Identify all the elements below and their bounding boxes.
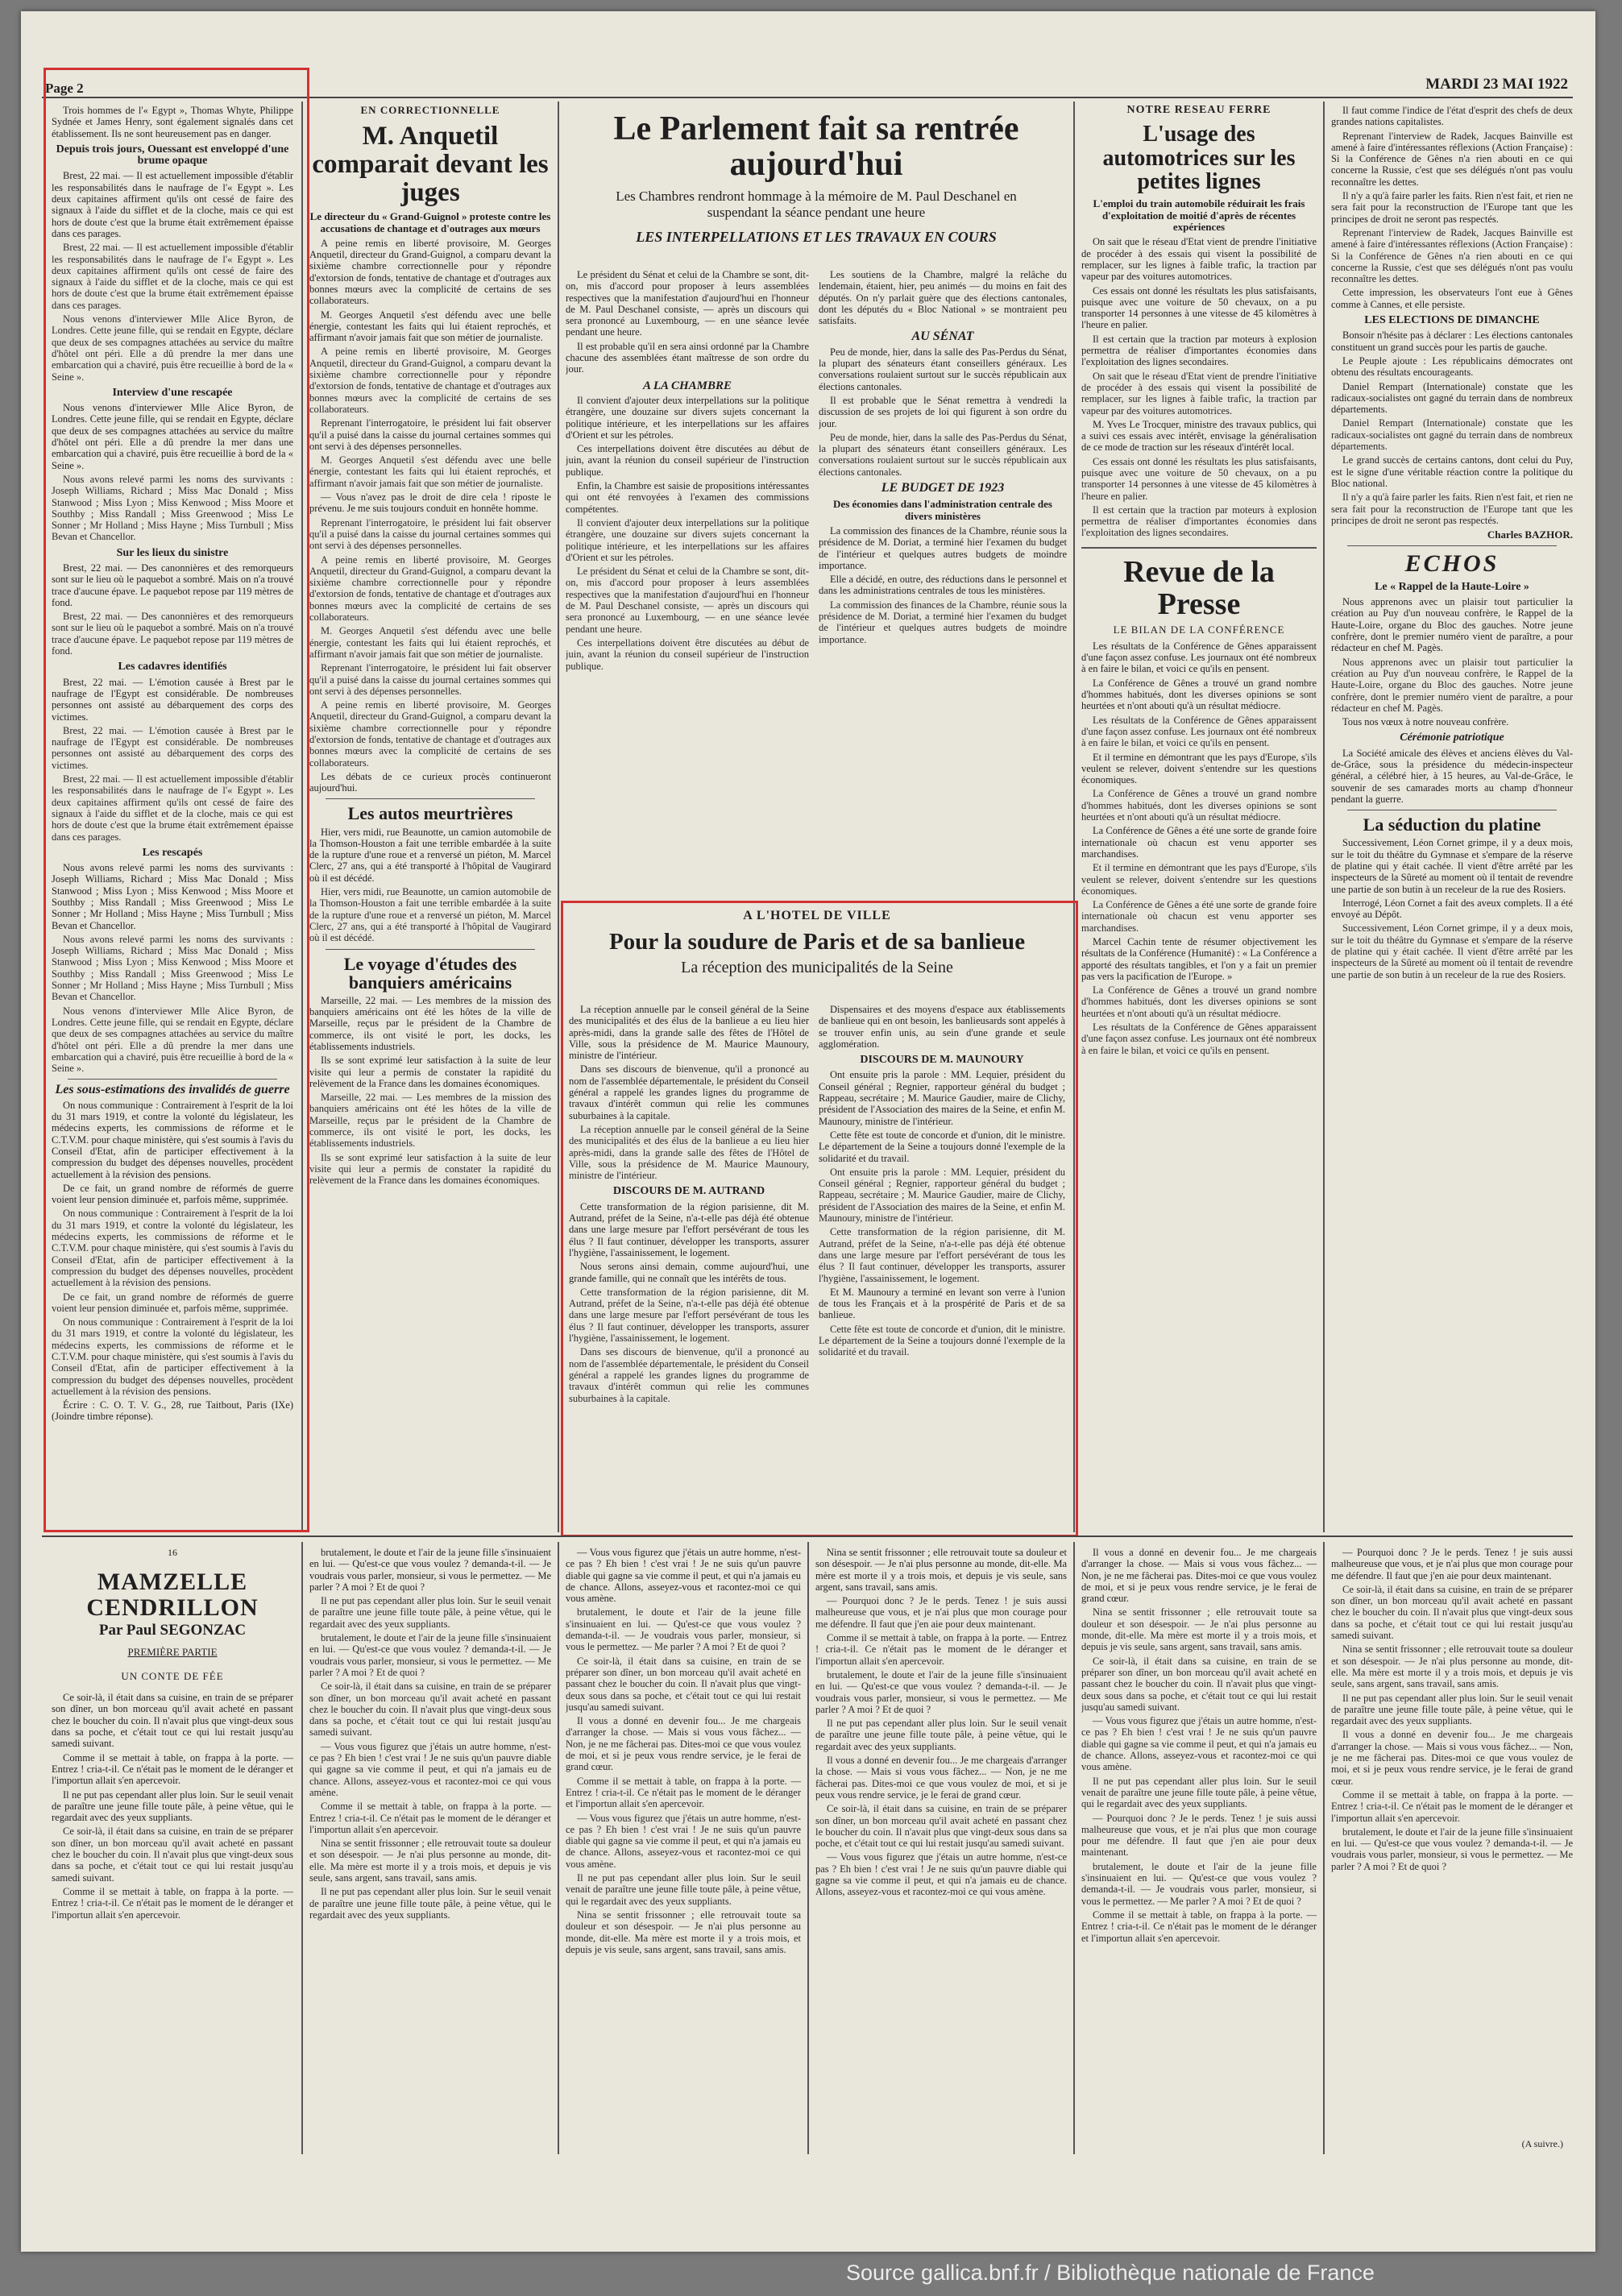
- feuilleton-para: Comme il se mettait à table, on frappa à la porte. — Entrez ! cria-t-il. Ce n'était pas le moment de le déranger et l'importun allait s'en apercevoir.: [52, 1751, 293, 1787]
- col5-para: Il n'y a qu'à faire parler les faits. Rien n'est fait, et rien ne sera fait pour la reconstruction de l'Europe tant que les principes de droit ne seront pas respectés.: [1331, 190, 1573, 225]
- feuilleton-para: — Vous vous figurez que j'étais un autre homme, n'est-ce pas ? Eh bien ! c'est vrai ! Je ne suis qu'un pauvre diable qui gagne sa vie comme il peut, et qui n'a jamais eu de chance. Allons, asseyez-vous et racontez-moi ce qui vous amène.: [566, 1547, 801, 1605]
- feuilleton-para: — Pourquoi donc ? Je le perds. Tenez ! je suis aussi malheureuse que vous, et je n'ai plus que mon courage pour me défendre. Il faut que j'en aie pour deux maintenant.: [815, 1595, 1067, 1630]
- feuilleton-para: — Vous vous figurez que j'étais un autre homme, n'est-ce pas ? Eh bien ! c'est vrai ! Je ne suis qu'un pauvre diable qui gagne sa vie comme il peut, et qui n'a jamais eu de chance. Allons, asseyez-vous et racontez-moi ce qui vous amène.: [566, 1812, 801, 1870]
- col5-para: Interrogé, Léon Cornet a fait des aveux complets. Il a été envoyé au Dépôt.: [1331, 897, 1573, 921]
- feuilleton-para: Il vous a donné en devenir fou... Je me chargeais d'arranger la chose. — Mais si vous vous fâchez... — Non, je ne me fâcherai pas. Dites-moi ce que vous voulez de moi, et si je peux vous rendre service, je le ferai de grand cœur.: [1081, 1547, 1317, 1605]
- column-rule: [1323, 102, 1325, 1532]
- col3-para: Il est probable qu'il en sera ainsi ordonné par la Chambre chacune des assemblées étant maîtresse de son ordre du jour.: [566, 340, 809, 375]
- feuilleton-para: — Pourquoi donc ? Je le perds. Tenez ! je suis aussi malheureuse que vous, et je n'ai plus que mon courage pour me défendre. Il faut que j'en aie pour deux maintenant.: [1331, 1547, 1573, 1581]
- col4-para: Ces essais ont donné les résultats les plus satisfaisants, puisque avec une voiture de 50 chevaux, on a pu transporter 14 personnes à une vitesse de 45 kilomètres à l'heure en palier.: [1081, 284, 1317, 331]
- col2-para: M. Georges Anquetil s'est défendu avec une belle énergie, contestant les faits qui lui étaient reprochés, et affirmant n'avoir jamais fait que son métier de journaliste.: [309, 309, 551, 344]
- column-rule: [301, 1542, 303, 2154]
- col1-para: On nous communique : Contrairement à l'esprit de la loi du 31 mars 1919, et contre la volonté du législateur, les médecins experts, les commissions de réforme et le C.T.V.M. pour chaque ministère, qui s'est soumis à l'avis du Conseil d'Etat, afin de participer effectivement à la compression du budget des dépenses nouvelles, procèdent actuellement à la révision des pensions.: [52, 1208, 293, 1289]
- feuilleton-para: Il vous a donné en devenir fou... Je me chargeais d'arranger la chose. — Mais si vous vous fâchez... — Non, je ne me fâcherai pas. Dites-moi ce que vous voulez de moi, et si je peux vous rendre service, je le ferai de grand cœur.: [1331, 1729, 1573, 1787]
- col5-para: Successivement, Léon Cornet grimpe, il y a deux mois, sur le toit du théâtre du Gymnase et s'empare de la réserve de platine qui y était cachée. Il vient d'être arrêté par les inspecteurs de la Sûreté au moment où il tentait de revendre une partie de son butin à un receleur de la rue des Rosiers.: [1331, 837, 1573, 895]
- hotel-para: Ont ensuite pris la parole : MM. Lequier, président du Conseil général ; Regnier, rapporteur général du budget ; Rappeau, secrétaire ; M. Maurice Gaudier, maire de Clichy, président de l'Association des maires de la Seine, et enfin M. Maunoury, ministre de l'intérieur.: [819, 1166, 1065, 1225]
- column-rule: [558, 1542, 559, 2154]
- col3-para: Enfin, la Chambre est saisie de propositions intéressantes qui ont été renvoyées à l'examen des commissions compétentes.: [566, 480, 809, 515]
- col2-para: Hier, vers midi, rue Beaunotte, un camion automobile de la Thomson-Houston a fait une terrible embardée à la suite de la rupture d'une roue et a renversé un piéton, M. Marcel Clerc, 27 ans, qui a été transporté à l'hôpital de Vaugirard où il est décédé.: [309, 826, 551, 884]
- column-5: [1331, 105, 1573, 1526]
- hotel-para: Cette transformation de la région parisienne, dit M. Autrand, préfet de la Seine, n'a-t-elle pas déjà été obtenue dans une large mesure par l'effort persévérant de tous les élus ? Il faut continuer, développer les transports, assurer l'hygiène, l'assainissement, le logement.: [569, 1200, 809, 1258]
- hotel-para: Ont ensuite pris la parole : MM. Lequier, président du Conseil général ; Regnier, rapporteur général du budget ; Rappeau, secrétaire ; M. Maurice Gaudier, maire de Clichy, président de l'Association des maires de la Seine, et enfin M. Maunoury, ministre de l'intérieur.: [819, 1069, 1065, 1127]
- col4-para: On sait que le réseau d'Etat vient de prendre l'initiative de procéder à des essais qui visent la possibilité de remplacer, sur les lignes à faible trafic, la traction par vapeur par des voitures automotrices.: [1081, 236, 1317, 283]
- feuilleton-para: brutalement, le doute et l'air de la jeune fille s'insinuaient en lui. — Qu'est-ce que vous voulez ? demanda-t-il. — Je voudrais vous parler, monsieur, si vous le permettez. — Me parler ? A moi ? Et de quoi ?: [815, 1668, 1067, 1715]
- col1-heading-rescapes: Les rescapés: [142, 846, 203, 859]
- col3-para: Ces interpellations doivent être discutées au début de juin, avant la réunion du conseil supérieur de l'instruction publique.: [566, 636, 809, 672]
- col1-lead: Trois hommes de l'« Egypt », Thomas Whyte, Philippe Sydnée et James Henry, sont également signalés dans cet établissement. Ils ne sont heureusement pas en danger.: [52, 105, 293, 139]
- col2-para: — Vous n'avez pas le droit de dire cela ! riposte le prévenu. Je me suis toujours conduit en honnête homme.: [309, 491, 551, 515]
- col1-heading-cadavres: Les cadavres identifiés: [118, 661, 227, 673]
- hotel-para: Dans ses discours de bienvenue, qu'il a prononcé au nom de l'assemblée départementale, le président du Conseil général a rappelé les grandes lignes du programme de travaux d'intérêt commun qui relie les communes suburbaines à la capitale.: [569, 1346, 809, 1404]
- feuilleton-para: — Vous vous figurez que j'étais un autre homme, n'est-ce pas ? Eh bien ! c'est vrai ! Je ne suis qu'un pauvre diable qui gagne sa vie comme il peut, et qui n'a jamais eu de chance. Allons, asseyez-vous et racontez-moi ce qui vous amène.: [1081, 1715, 1317, 1773]
- col2-para: Marseille, 22 mai. — Les membres de la mission des banquiers américains ont été les hôtes de la ville de Marseille, reçus par le président de la Chambre de commerce, ils ont visité le port, les docks, les établissements industriels.: [309, 994, 551, 1052]
- col5-para: Successivement, Léon Cornet grimpe, il y a deux mois, sur le toit du théâtre du Gymnase et s'empare de la réserve de platine qui y était cachée. Il vient d'être arrêté par les inspecteurs de la Sûreté au moment où il tentait de revendre une partie de son butin à un receleur de la rue des Rosiers.: [1331, 922, 1573, 980]
- hotel-kicker: A L'HOTEL DE VILLE: [743, 909, 891, 922]
- hotel-subtitle: La réception des municipalités de la Seine: [681, 959, 953, 977]
- feuilleton-col-4: [815, 1547, 1067, 2151]
- col5-para: Reprenant l'interview de Radek, Jacques Bainville est amené à faire d'intéressantes réflexions (Action Française) : Si la Conférence de Gênes n'a rien abouti en ce qui concerne la Russie, c'est que ses délégués n'ont pas voulu reconnaître les dettes.: [1331, 226, 1573, 285]
- col5-para: Nous apprenons avec un plaisir tout particulier la création au Puy d'un nouveau confrère, le Rappel de la Haute-Loire, organe du Bloc des gauches. Notre jeune confrère, dont le premier numéro vient de paraître, a pour rédacteur en chef M. Pagès.: [1331, 656, 1573, 714]
- feuilleton-para: Il ne put pas cependant aller plus loin. Sur le seuil venait de paraître une jeune fille toute pâle, à peine vêtue, qui le regardait avec des yeux suppliants.: [1081, 1775, 1317, 1810]
- feuilleton-para: Il ne put pas cependant aller plus loin. Sur le seuil venait de paraître une jeune fille toute pâle, à peine vêtue, qui le regardait avec des yeux suppliants.: [309, 1595, 551, 1630]
- feuilleton-para: Ce soir-là, il était dans sa cuisine, en train de se préparer son dîner, un bon morceau qu'il avait acheté en passant chez le boucher du coin. Il n'avait plus que vingt-deux sous dans sa poche, et c'était tout ce qui lui restait jusqu'au samedi suivant.: [52, 1826, 293, 1884]
- feuilleton-col-6: [1331, 1547, 1573, 2151]
- col2-para: Hier, vers midi, rue Beaunotte, un camion automobile de la Thomson-Houston a fait une terrible embardée à la suite de la rupture d'une roue et a renversé un piéton, M. Marcel Clerc, 27 ans, qui a été transporté à l'hôpital de Vaugirard où il est décédé.: [309, 886, 551, 944]
- col4-para: Les résultats de la Conférence de Gênes apparaissent d'une façon assez confuse. Les journaux ont été nombreux à en faire le bilan, et voici ce qu'ils en pensent.: [1081, 714, 1317, 749]
- col5-para: Il faut comme l'indice de l'état d'esprit des chefs de deux grandes nations capitalistes.: [1331, 105, 1573, 128]
- col1-para: Nous venons d'interviewer Mlle Alice Byron, de Londres. Cette jeune fille, qui se rendait en Egypte, déclare que deux de ses compagnes attachées au service du maître d'hôtel ont péri. Elle a dû prendre la mer dans une embarcation qui a chaviré, puis être recueillie à bord de la « Seine ».: [52, 1005, 293, 1075]
- col2-para: Reprenant l'interrogatoire, le président lui fait observer qu'il a puisé dans la caisse du journal certaines sommes qui ont servi à des dépenses personnelles.: [309, 516, 551, 552]
- feuilleton-para: brutalement, le doute et l'air de la jeune fille s'insinuaient en lui. — Qu'est-ce que vous voulez ? demanda-t-il. — Je voudrais vous parler, monsieur, si vous le permettez. — Me parler ? A moi ? Et de quoi ?: [1331, 1826, 1573, 1872]
- col3-para: Le président du Sénat et celui de la Chambre se sont, dit-on, mis d'accord pour proposer à leurs assemblées respectives que la manifestation d'aujourd'hui en l'honneur de M. Paul Deschanel consiste, — après un discours qui sera prononcé au Luxembourg, — en une séance levée pendant une heure.: [566, 269, 809, 338]
- col3-para: Peu de monde, hier, dans la salle des Pas-Perdus du Sénat, la plupart des sénateurs étant conseillers généraux. Les conversations roulaient surtout sur le succès républicain aux élections cantonales.: [819, 346, 1067, 392]
- col4-para: Marcel Cachin tente de résumer objectivement les résultats de la Conférence (Humanité) : « La Conférence a apporté des résultats tangibles, et l'on y a fait un premier pas vers la pacification de l'Europe. »: [1081, 935, 1317, 982]
- col1-para: Nous avons relevé parmi les noms des survivants : Joseph Williams, Richard ; Miss Mac Donald ; Miss Stanwood ; Miss Lyon ; Miss Kenwood ; Miss Moore et Southby ; Miss Randall ; Miss Greenwood ; Miss Le Sonner ; Mr Holland ; Miss Hayne ; Miss Turnbull ; Miss Bevan et Chancellor.: [52, 473, 293, 543]
- col3-heading-senat: AU SÉNAT: [911, 329, 974, 344]
- feuilleton-para: — Pourquoi donc ? Je le perds. Tenez ! je suis aussi malheureuse que vous, et je n'ai plus que mon courage pour me défendre. Il faut que j'en aie pour deux maintenant.: [1081, 1812, 1317, 1859]
- col1-para: De ce fait, un grand nombre de réformés de guerre voient leur pension diminuée et, parfois même, supprimée.: [52, 1291, 293, 1314]
- feuilleton-para: Comme il se mettait à table, on frappa à la porte. — Entrez ! cria-t-il. Ce n'était pas le moment de le déranger et l'importun allait s'en apercevoir.: [1331, 1788, 1573, 1824]
- feuilleton-para: Il ne put pas cependant aller plus loin. Sur le seuil venait de paraître une jeune fille toute pâle, à peine vêtue, qui le regardait avec des yeux suppliants.: [309, 1886, 551, 1921]
- col1-para: Nous venons d'interviewer Mlle Alice Byron, de Londres. Cette jeune fille, qui se rendait en Egypte, déclare que deux de ses compagnes attachées au service du maître d'hôtel ont péri. Elle a dû prendre la mer dans une embarcation qui a chaviré, puis être recueillie à bord de la « Seine ».: [52, 402, 293, 471]
- col3-heading-budget: LE BUDGET DE 1923: [881, 481, 1005, 495]
- col5-para: La Société amicale des élèves et anciens élèves du Val-de-Grâce, sous la présidence du médecin-inspecteur général, a célébré hier, à 15 heures, au Val-de-Grâce, le souvenir de ses camarades morts au champ d'honneur pendant la guerre.: [1331, 747, 1573, 805]
- feuilleton-para: brutalement, le doute et l'air de la jeune fille s'insinuaient en lui. — Qu'est-ce que vous voulez ? demanda-t-il. — Je voudrais vous parler, monsieur, si vous le permettez. — Me parler ? A moi ? Et de quoi ?: [309, 1632, 551, 1678]
- col1-heading-lieux: Sur les lieux du sinistre: [116, 546, 229, 559]
- col3-subheading-budget: Des économies dans l'administration centrale des divers ministères: [833, 498, 1052, 522]
- col4-para: Et il termine en démontrant que les pays d'Europe, s'ils veulent se relever, doivent s'entendre sur les questions économiques.: [1081, 751, 1317, 786]
- hotel-para: Cette transformation de la région parisienne, dit M. Autrand, préfet de la Seine, n'a-t-elle pas déjà été obtenue dans une large mesure par l'effort persévérant de tous les élus ? Il faut continuer, développer les transports, assurer l'hygiène, l'assainissement, le logement.: [819, 1226, 1065, 1284]
- col3-para: Il convient d'ajouter deux interpellations sur la politique étrangère, une douzaine sur divers sujets concernant la politique intérieure, et les interpellations sur les affaires d'Orient et sur les pétroles.: [566, 394, 809, 441]
- separator: [326, 798, 535, 799]
- column-rule: [807, 1542, 809, 2154]
- col4-para: M. Yves Le Trocquer, ministre des travaux publics, qui a suivi ces essais avec intérêt, envisage la généralisation de ce mode de traction sur les réseaux d'intérêt local.: [1081, 418, 1317, 454]
- col3-para: La commission des finances de la Chambre, réunie sous la présidence de M. Doriat, a terminé hier l'examen du budget de l'intérieur et quelques autres budgets de moindre importance.: [819, 524, 1067, 571]
- source-credit: Source gallica.bnf.fr / Bibliothèque nationale de France: [846, 2261, 1375, 2285]
- feuilleton-continued: (A suivre.): [1521, 2138, 1563, 2149]
- feuilleton-para: Nina se sentit frissonner ; elle retrouvait toute sa douleur et son désespoir. — Je n'ai plus personne au monde, dit-elle. Ma mère est morte il y a trois mois, et depuis je vis seule, sans argent, sans travail, sans amis.: [1331, 1643, 1573, 1690]
- col1-para: De ce fait, un grand nombre de réformés de guerre voient leur pension diminuée et, parfois même, supprimée.: [52, 1182, 293, 1206]
- feuilleton-para: Comme il se mettait à table, on frappa à la porte. — Entrez ! cria-t-il. Ce n'était pas le moment de le déranger et l'importun allait s'en apercevoir.: [1081, 1908, 1317, 1944]
- col4-para: La Conférence de Gênes a été une sorte de grande foire internationale où chacun est venu apporter ses marchandises.: [1081, 825, 1317, 860]
- col4-para: La Conférence de Gênes a trouvé un grand nombre d'hommes habitués, dont les diverses opinions se sont heurtées et n'ont abouti qu'à un résultat médiocre.: [1081, 984, 1317, 1019]
- feuilleton-para: Comme il se mettait à table, on frappa à la porte. — Entrez ! cria-t-il. Ce n'était pas le moment de le déranger et l'importun allait s'en apercevoir.: [815, 1632, 1067, 1667]
- col4-para: La Conférence de Gênes a trouvé un grand nombre d'hommes habitués, dont les diverses opinions se sont heurtées et n'ont abouti qu'à un résultat médiocre.: [1081, 788, 1317, 823]
- col5-signature: Charles BAZHOR.: [1487, 528, 1573, 541]
- col1-para: Nous avons relevé parmi les noms des survivants : Joseph Williams, Richard ; Miss Mac Donald ; Miss Stanwood ; Miss Lyon ; Miss Kenwood ; Miss Moore et Southby ; Miss Randall ; Miss Greenwood ; Miss Le Sonner ; Mr Holland ; Miss Hayne ; Miss Turnbull ; Miss Bevan et Chancellor.: [52, 933, 293, 1003]
- hotel-title: Pour la soudure de Paris et de sa banlieue: [608, 929, 1026, 955]
- revue-title: Revue de la Presse: [1123, 554, 1275, 621]
- col2-para: M. Georges Anquetil s'est défendu avec une belle énergie, contestant les faits qui lui étaient reprochés, et affirmant n'avoir jamais fait que son métier de journaliste.: [309, 625, 551, 660]
- col2-title: M. Anquetil comparait devant les juges: [312, 122, 549, 207]
- hotel-heading-autrand: DISCOURS DE M. AUTRAND: [612, 1185, 765, 1198]
- hotel-head: [569, 909, 1065, 977]
- column-1: [52, 105, 293, 1526]
- col5-para: Reprenant l'interview de Radek, Jacques Bainville est amené à faire d'intéressantes réflexions (Action Française) : Si la Conférence de Gênes n'a rien abouti en ce qui concerne la Russie, c'est que ses délégués n'ont pas voulu reconnaître les dettes.: [1331, 130, 1573, 188]
- col5-para: Cette impression, les observateurs l'ont eue à Gênes comme à Cannes, et elle persiste.: [1331, 287, 1573, 310]
- feuilleton-col-2: [309, 1547, 551, 2151]
- newspaper-page: [21, 11, 1595, 2252]
- parlement-head: [566, 108, 1067, 249]
- feuilleton-para: Comme il se mettait à table, on frappa à la porte. — Entrez ! cria-t-il. Ce n'était pas le moment de le déranger et l'importun allait s'en apercevoir.: [566, 1775, 801, 1810]
- feuilleton-para: brutalement, le doute et l'air de la jeune fille s'insinuaient en lui. — Qu'est-ce que vous voulez ? demanda-t-il. — Je voudrais vous parler, monsieur, si vous le permettez. — Me parler ? A moi ? Et de quoi ?: [309, 1547, 551, 1593]
- col2-para: A peine remis en liberté provisoire, M. Georges Anquetil, directeur du Grand-Guignol, a comparu devant la sixième chambre correctionnelle pour y répondre d'extorsion de fonds, tentative de chantage et d'outrages aux bonnes mœurs avec la complicité de certains de ses collaborateurs.: [309, 699, 551, 769]
- column-rule: [1073, 1542, 1075, 2154]
- col2-para: Les débats de ce curieux procès continueront aujourd'hui.: [309, 770, 551, 794]
- hotel-column-b: [819, 1004, 1065, 1524]
- feuilleton-para: — Vous vous figurez que j'étais un autre homme, n'est-ce pas ? Eh bien ! c'est vrai ! Je ne suis qu'un pauvre diable qui gagne sa vie comme il peut, et qui n'a jamais eu de chance. Allons, asseyez-vous et racontez-moi ce qui vous amène.: [309, 1740, 551, 1798]
- feuilleton-para: Nina se sentit frissonner ; elle retrouvait toute sa douleur et son désespoir. — Je n'ai plus personne au monde, dit-elle. Ma mère est morte il y a trois mois, et depuis je vis seule, sans argent, sans travail, sans amis.: [815, 1547, 1067, 1593]
- feuilleton-col-3: [566, 1547, 801, 2151]
- separator: [1081, 547, 1317, 549]
- hotel-heading-maunoury: DISCOURS DE M. MAUNOURY: [860, 1054, 1024, 1067]
- col4-title: L'usage des automotrices sur les petites lignes: [1102, 122, 1296, 195]
- col4-para: Il est certain que la traction par moteurs à explosion permettra de réaliser d'importantes économies dans l'exploitation des lignes secondaires.: [1081, 504, 1317, 539]
- hotel-para: Dispensaires et des moyens d'espace aux établissements de banlieue qui en ont besoin, les banlieusards sont appelés à se trouver enfin unis, au sein d'une grande et seule agglomération.: [819, 1004, 1065, 1050]
- hotel-para: Cette transformation de la région parisienne, dit M. Autrand, préfet de la Seine, n'a-t-elle pas déjà été obtenue dans une large mesure par l'effort persévérant de tous les élus ? Il faut continuer, développer les transports, assurer l'hygiène, l'assainissement, le logement.: [569, 1286, 809, 1345]
- col1-para: Brest, 22 mai. — Il est actuellement impossible d'établir les responsabilités dans le naufrage de l'« Egypt ». Les deux capitaines affirment qu'ils ont cessé de faire des signaux à l'aide du sifflet et de la cloche, mais ce qui est hors de doute c'est que la brume était extrêmement épaisse dans ces parages.: [52, 773, 293, 843]
- feuilleton-rule: [42, 1536, 1573, 1537]
- feuilleton-para: Ce soir-là, il était dans sa cuisine, en train de se préparer son dîner, un bon morceau qu'il avait acheté en passant chez le boucher du coin. Il n'avait plus que vingt-deux sous dans sa poche, et c'était tout ce qui lui restait jusqu'au samedi suivant.: [309, 1681, 551, 1739]
- feuilleton-para: Comme il se mettait à table, on frappa à la porte. — Entrez ! cria-t-il. Ce n'était pas le moment de le déranger et l'importun allait s'en apercevoir.: [309, 1801, 551, 1835]
- parlement-title: Le Parlement fait sa rentrée aujourd'hui: [613, 110, 1019, 184]
- col1-para: Brest, 22 mai. — Il est actuellement impossible d'établir les responsabilités dans le naufrage de l'« Egypt ». Les deux capitaines affirment qu'ils ont cessé de faire des signaux à l'aide du sifflet et de la cloche, mais ce qui est hors de doute c'est que la brume était extrêmement épaisse dans ces parages.: [52, 170, 293, 239]
- feuilleton-para: Il ne put pas cependant aller plus loin. Sur le seuil venait de paraître une jeune fille toute pâle, à peine vêtue, qui le regardait avec des yeux suppliants.: [1331, 1692, 1573, 1727]
- col2-para: A peine remis en liberté provisoire, M. Georges Anquetil, directeur du Grand-Guignol, a comparu devant la sixième chambre correctionnelle pour y répondre d'extorsion de fonds, tentative de chantage et d'outrages aux bonnes mœurs avec la complicité de certains de ses collaborateurs.: [309, 553, 551, 624]
- feuilleton-para: Il ne put pas cependant aller plus loin. Sur le seuil venait de paraître une jeune fille toute pâle, à peine vêtue, qui le regardait avec des yeux suppliants.: [815, 1718, 1067, 1752]
- col3-para: Il convient d'ajouter deux interpellations sur la politique étrangère, une douzaine sur divers sujets concernant la politique intérieure, et les interpellations sur les affaires d'Orient et sur les pétroles.: [566, 516, 809, 563]
- hotel-para: Cette fête est toute de concorde et d'union, dit le ministre. Le département de la Seine a toujours donné l'exemple de la solidarité et du travail.: [819, 1129, 1065, 1164]
- col2-para: Marseille, 22 mai. — Les membres de la mission des banquiers américains ont été les hôtes de la ville de Marseille, reçus par le président de la Chambre de commerce, ils ont visité le port, les docks, les établissements industriels.: [309, 1092, 551, 1150]
- col1-para: Brest, 22 mai. — L'émotion causée à Brest par le naufrage de l'Egypt est considérable. De nombreuses personnes ont assisté au débarquement des corps des victimes.: [52, 676, 293, 723]
- col2-para: A peine remis en liberté provisoire, M. Georges Anquetil, directeur du Grand-Guignol, a comparu devant la sixième chambre correctionnelle pour y répondre d'extorsion de fonds, tentative de chantage et d'outrages aux bonnes mœurs avec la complicité de certains de ses collaborateurs.: [309, 346, 551, 415]
- col1-para: Brest, 22 mai. — Il est actuellement impossible d'établir les responsabilités dans le naufrage de l'« Egypt ». Les deux capitaines affirment qu'ils ont cessé de faire des signaux à l'aide du sifflet et de la cloche, mais ce qui est hors de doute c'est que la brume était extrêmement épaisse dans ces parages.: [52, 242, 293, 311]
- feuilleton-title: MAMZELLE CENDRILLON: [86, 1569, 259, 1621]
- col5-para: Daniel Rempart (Internationale) constate que les radicaux-socialistes ont gagné du terrain dans de nombreux départements.: [1331, 380, 1573, 416]
- feuilleton-para: Nina se sentit frissonner ; elle retrouvait toute sa douleur et son désespoir. — Je n'ai plus personne au monde, dit-elle. Ma mère est morte il y a trois mois, et depuis je vis seule, sans argent, sans travail, sans amis.: [1081, 1606, 1317, 1653]
- col1-para: Brest, 22 mai. — Des canonnières et des remorqueurs sont sur le lieu où le paquebot a sombré. Mais on n'a trouvé trace d'aucune épave. Le paquebot repose par 119 mètres de fond.: [52, 562, 293, 608]
- col1-address: Écrire : C. O. T. V. G., 28, rue Taitbout, Paris (IXe) (Joindre timbre réponse).: [52, 1399, 293, 1423]
- feuilleton-number: 16: [168, 1547, 177, 1558]
- feuilleton-para: Ce soir-là, il était dans sa cuisine, en train de se préparer son dîner, un bon morceau qu'il avait acheté en passant chez le boucher du coin. Il n'avait plus que vingt-deux sous dans sa poche, et c'était tout ce qui lui restait jusqu'au samedi suivant.: [52, 1692, 293, 1750]
- revue-subtitle: LE BILAN DE LA CONFÉRENCE: [1113, 623, 1285, 636]
- feuilleton-para: Il vous a donné en devenir fou... Je me chargeais d'arranger la chose. — Mais si vous vous fâchez... — Non, je ne me fâcherai pas. Dites-moi ce que vous voulez de moi, et si je peux vous rendre service, je le ferai de grand cœur.: [566, 1715, 801, 1773]
- col5-para: Le Peuple ajoute : Les républicains démocrates ont obtenu des résultats encourageants.: [1331, 354, 1573, 379]
- feuilleton-author: Par Paul SEGONZAC: [98, 1622, 247, 1639]
- col4-para: La Conférence de Gênes a été une sorte de grande foire internationale où chacun est venu apporter ses marchandises.: [1081, 899, 1317, 934]
- col3-para: Elle a décidé, en outre, des réductions dans le personnel et dans les administrations centrales de tous les ministères.: [819, 574, 1067, 597]
- col4-para: On sait que le réseau d'Etat vient de prendre l'initiative de procéder à des essais qui visent la possibilité de remplacer, sur les lignes à faible trafic, la traction par vapeur par des voitures automotrices.: [1081, 370, 1317, 417]
- col5-para: Daniel Rempart (Internationale) constate que les radicaux-socialistes ont gagné du terrain dans de nombreux départements.: [1331, 417, 1573, 453]
- col1-para: Nous venons d'interviewer Mlle Alice Byron, de Londres. Cette jeune fille, qui se rendait en Egypte, déclare que deux de ses compagnes attachées au service du maître d'hôtel ont péri. Elle a dû prendre la mer dans une embarcation qui a chaviré, puis être recueillie à bord de la « Seine ».: [52, 313, 293, 383]
- column-3b: [819, 269, 1067, 889]
- col1-para: Brest, 22 mai. — Des canonnières et des remorqueurs sont sur le lieu où le paquebot a sombré. Mais on n'a trouvé trace d'aucune épave. Le paquebot repose par 119 mètres de fond.: [52, 611, 293, 657]
- feuilleton-para: Comme il se mettait à table, on frappa à la porte. — Entrez ! cria-t-il. Ce n'était pas le moment de le déranger et l'importun allait s'en apercevoir.: [52, 1885, 293, 1921]
- col3-para: Ces interpellations doivent être discutées au début de juin, avant la réunion du conseil supérieur de l'instruction publique.: [566, 443, 809, 478]
- column-3a: [566, 269, 809, 889]
- col4-kicker: NOTRE RÉSEAU FERRÉ: [1126, 105, 1271, 116]
- separator: [1347, 545, 1557, 546]
- separator: [326, 949, 535, 950]
- hotel-para: Dans ses discours de bienvenue, qu'il a prononcé au nom de l'assemblée départementale, le président du Conseil général a rappelé les grandes lignes du programme de travaux d'intérêt commun qui relie les communes suburbaines à la capitale.: [569, 1063, 809, 1121]
- col2-heading-autos: Les autos meurtrières: [347, 803, 513, 824]
- col5-para: Bonsoir n'hésite pas à déclarer : Les élections cantonales constituent un grand succès pour les partis de gauche.: [1331, 329, 1573, 353]
- col5-para: Tous nos vœux à notre nouveau confrère.: [1342, 716, 1509, 728]
- col2-heading-voyage: Le voyage d'études des banquiers américains: [343, 953, 517, 993]
- col5-heading-seduction: La séduction du platine: [1363, 814, 1541, 835]
- col5-heading-elections: LES ELECTIONS DE DIMANCHE: [1364, 314, 1540, 327]
- col1-heading-brume: Depuis trois jours, Ouessant est enveloppé d'une brume opaque: [56, 143, 289, 168]
- column-2: [309, 105, 551, 1526]
- col2-kicker: EN CORRECTIONNELLE: [360, 105, 500, 116]
- feuilleton-para: Ce soir-là, il était dans sa cuisine, en train de se préparer son dîner, un bon morceau qu'il avait acheté en passant chez le boucher du coin. Il n'avait plus que vingt-deux sous dans sa poche, et c'était tout ce qui lui restait jusqu'au samedi suivant.: [1081, 1655, 1317, 1713]
- feuilleton-part: PREMIÈRE PARTIE: [127, 1645, 218, 1658]
- col1-para: Brest, 22 mai. — L'émotion causée à Brest par le naufrage de l'Egypt est considérable. De nombreuses personnes ont assisté au débarquement des corps des victimes.: [52, 724, 293, 771]
- column-4: [1081, 105, 1317, 1526]
- col5-heading-ceremonie: Cérémonie patriotique: [1400, 731, 1504, 744]
- feuilleton-chapter: UN CONTE DE FÉE: [121, 1669, 224, 1682]
- column-rule: [1323, 1542, 1325, 2154]
- col3-heading-chambre: A LA CHAMBRE: [642, 379, 732, 392]
- col2-para: Reprenant l'interrogatoire, le président lui fait observer qu'il a puisé dans la caisse du journal certaines sommes qui ont servi à des dépenses personnelles.: [309, 417, 551, 452]
- col4-subtitle: L'emploi du train automobile réduirait les frais d'exploitation de moitié d'après de récentes expériences: [1093, 197, 1305, 234]
- col3-para: Le président du Sénat et celui de la Chambre se sont, dit-on, mis d'accord pour proposer à leurs assemblées respectives que la manifestation d'aujourd'hui en l'honneur de M. Paul Deschanel consiste, — après un discours qui sera prononcé au Luxembourg, — en une séance levée pendant une heure.: [566, 566, 809, 635]
- col4-para: Il est certain que la traction par moteurs à explosion permettra de réaliser d'importantes économies dans l'exploitation des lignes secondaires.: [1081, 333, 1317, 368]
- hotel-column-a: [569, 1004, 809, 1524]
- feuilleton-para: Nina se sentit frissonner ; elle retrouvait toute sa douleur et son désespoir. — Je n'ai plus personne au monde, dit-elle. Ma mère est morte il y a trois mois, et depuis je vis seule, sans argent, sans travail, sans amis.: [566, 1908, 801, 1955]
- col2-para: M. Georges Anquetil s'est défendu avec une belle énergie, contestant les faits qui lui étaient reprochés, et affirmant n'avoir jamais fait que son métier de journaliste.: [309, 454, 551, 489]
- col2-para: Reprenant l'interrogatoire, le président lui fait observer qu'il a puisé dans la caisse du journal certaines sommes qui ont servi à des dépenses personnelles.: [309, 662, 551, 697]
- feuilleton-para: Il ne put pas cependant aller plus loin. Sur le seuil venait de paraître une jeune fille toute pâle, à peine vêtue, qui le regardait avec des yeux suppliants.: [566, 1872, 801, 1907]
- feuilleton-para: brutalement, le doute et l'air de la jeune fille s'insinuaient en lui. — Qu'est-ce que vous voulez ? demanda-t-il. — Je voudrais vous parler, monsieur, si vous le permettez. — Me parler ? A moi ? Et de quoi ?: [566, 1606, 801, 1653]
- feuilleton-para: Il ne put pas cependant aller plus loin. Sur le seuil venait de paraître une jeune fille toute pâle, à peine vêtue, qui le regardait avec des yeux suppliants.: [52, 1788, 293, 1824]
- feuilleton-para: Ce soir-là, il était dans sa cuisine, en train de se préparer son dîner, un bon morceau qu'il avait acheté en passant chez le boucher du coin. Il n'avait plus que vingt-deux sous dans sa poche, et c'était tout ce qui lui restait jusqu'au samedi suivant.: [566, 1655, 801, 1713]
- feuilleton-para: Ce soir-là, il était dans sa cuisine, en train de se préparer son dîner, un bon morceau qu'il avait acheté en passant chez le boucher du coin. Il n'avait plus que vingt-deux sous dans sa poche, et c'était tout ce qui lui restait jusqu'au samedi suivant.: [1331, 1583, 1573, 1642]
- col1-heading-invalides: Les sous-estimations des invalidés de guerre: [55, 1083, 290, 1097]
- hotel-para: La réception annuelle par le conseil général de la Seine des municipalités et des élus de la banlieue a eu lieu hier après-midi, dans la grande salle des fêtes de l'Hôtel de Ville, sous la présidence de M. Maurice Maunoury, ministre de l'intérieur.: [569, 1004, 809, 1062]
- column-rule: [558, 102, 559, 1532]
- parlement-subtitle: Les Chambres rendront hommage à la mémoire de M. Paul Deschanel en suspendant la séance pendant une heure: [616, 189, 1017, 221]
- feuilleton-para: Il vous a donné en devenir fou... Je me chargeais d'arranger la chose. — Mais si vous vous fâchez... — Non, je ne me fâcherai pas. Dites-moi ce que vous voulez de moi, et si je peux vous rendre service, je le ferai de grand cœur.: [815, 1755, 1067, 1801]
- hotel-para: La réception annuelle par le conseil général de la Seine des municipalités et des élus de la banlieue a eu lieu hier après-midi, dans la grande salle des fêtes de l'Hôtel de Ville, sous la présidence de M. Maurice Maunoury, ministre de l'intérieur.: [569, 1123, 809, 1182]
- col1-para: Nous avons relevé parmi les noms des survivants : Joseph Williams, Richard ; Miss Mac Donald ; Miss Stanwood ; Miss Lyon ; Miss Kenwood ; Miss Moore et Southby ; Miss Randall ; Miss Greenwood ; Miss Le Sonner ; Mr Holland ; Miss Hayne ; Miss Turnbull ; Miss Bevan et Chancellor.: [52, 862, 293, 931]
- col2-subtitle: Le directeur du « Grand-Guignol » proteste contre les accusations de chantage et d'outrages aux mœurs: [309, 210, 551, 234]
- col5-heading-rappel: Le « Rappel de la Haute-Loire »: [1375, 580, 1529, 593]
- feuilleton-para: — Vous vous figurez que j'étais un autre homme, n'est-ce pas ? Eh bien ! c'est vrai ! Je ne suis qu'un pauvre diable qui gagne sa vie comme il peut, et qui n'a jamais eu de chance. Allons, asseyez-vous et racontez-moi ce qui vous amène.: [815, 1851, 1067, 1898]
- col5-para: Nous apprenons avec un plaisir tout particulier la création au Puy d'un nouveau confrère, le Rappel de la Haute-Loire, organe du Bloc des gauches. Notre jeune confrère, dont le premier numéro vient de paraître, a pour rédacteur en chef M. Pagès.: [1331, 596, 1573, 654]
- col2-para: Ils se sont exprimé leur satisfaction à la suite de leur visite qui leur a permis de constater la rapidité du relèvement de la France dans les domaines économiques.: [309, 1055, 551, 1089]
- echos-title: ECHOS: [1404, 550, 1500, 578]
- hotel-para: Cette fête est toute de concorde et d'union, dit le ministre. Le département de la Seine a toujours donné l'exemple de la solidarité et du travail.: [819, 1323, 1065, 1358]
- feuilleton-para: brutalement, le doute et l'air de la jeune fille s'insinuaient en lui. — Qu'est-ce que vous voulez ? demanda-t-il. — Je voudrais vous parler, monsieur, si vous le permettez. — Me parler ? A moi ? Et de quoi ?: [1081, 1860, 1317, 1907]
- col1-para: On nous communique : Contrairement à l'esprit de la loi du 31 mars 1919, et contre la volonté du législateur, les médecins experts, les commissions de réforme et le C.T.V.M. pour chaque ministère, qui s'est soumis à l'avis du Conseil d'Etat, afin de participer effectivement à la compression du budget des dépenses nouvelles, procèdent actuellement à la révision des pensions.: [52, 1099, 293, 1180]
- col4-para: Et il termine en démontrant que les pays d'Europe, s'ils veulent se relever, doivent s'entendre sur les questions économiques.: [1081, 862, 1317, 897]
- feuilleton-para: Nina se sentit frissonner ; elle retrouvait toute sa douleur et son désespoir. — Je n'ai plus personne au monde, dit-elle. Ma mère est morte il y a trois mois, et depuis je vis seule, sans argent, sans travail, sans amis.: [309, 1838, 551, 1884]
- col4-para: Les résultats de la Conférence de Gênes apparaissent d'une façon assez confuse. Les journaux ont été nombreux à en faire le bilan, et voici ce qu'ils en pensent.: [1081, 1022, 1317, 1056]
- col3-para: Il est probable que le Sénat remettra à vendredi la discussion de ses projets de loi qui figurent à son ordre du jour.: [819, 394, 1067, 429]
- col4-para: La Conférence de Gênes a trouvé un grand nombre d'hommes habitués, dont les diverses opinions se sont heurtées et n'ont abouti qu'à un résultat médiocre.: [1081, 677, 1317, 712]
- col3-para: Les soutiens de la Chambre, malgré la relâche du lendemain, étaient, hier, peu animés — du moins en fait des députés. On n'y parlait guère que des élections cantonales, dont les députés du « Bloc National » se montraient peu satisfaits.: [819, 269, 1067, 327]
- col2-para: Ils se sont exprimé leur satisfaction à la suite de leur visite qui leur a permis de constater la rapidité du relèvement de la France dans les domaines économiques.: [309, 1151, 551, 1187]
- col3-para: Peu de monde, hier, dans la salle des Pas-Perdus du Sénat, la plupart des sénateurs étant conseillers généraux. Les conversations roulaient surtout sur le succès républicain aux élections cantonales.: [819, 431, 1067, 478]
- col3-para: La commission des finances de la Chambre, réunie sous la présidence de M. Doriat, a terminé hier l'examen du budget de l'intérieur et quelques autres budgets de moindre importance.: [819, 599, 1067, 645]
- col4-para: Ces essais ont donné les résultats les plus satisfaisants, puisque avec une voiture de 50 chevaux, on a pu transporter 14 personnes à une vitesse de 45 kilomètres à l'heure en palier.: [1081, 455, 1317, 502]
- col1-para: On nous communique : Contrairement à l'esprit de la loi du 31 mars 1919, et contre la volonté du législateur, les médecins experts, les commissions de réforme et le C.T.V.M. pour chaque ministère, qui s'est soumis à l'avis du Conseil d'Etat, afin de participer effectivement à la compression du budget des dépenses nouvelles, procèdent actuellement à la révision des pensions.: [52, 1316, 293, 1397]
- col5-para: Le grand succès de certains cantons, dont celui du Puy, est le signe d'une véritable réaction contre la politique du Bloc national.: [1331, 454, 1573, 489]
- hotel-para: Et M. Maunoury a terminé en levant son verre à l'union de tous les Français et à la prospérité de Paris et de sa banlieue.: [819, 1286, 1065, 1321]
- hotel-para: Nous serons ainsi demain, comme aujourd'hui, une grande famille, qui ne connaît que les intérêts de tous.: [569, 1261, 809, 1284]
- issue-date: MARDI 23 MAI 1922: [1425, 76, 1568, 93]
- feuilleton-col-5: [1081, 1547, 1317, 2151]
- col5-para: Il n'y a qu'à faire parler les faits. Rien n'est fait, et rien ne sera fait pour la reconstruction de l'Europe tant que les principes de droit ne seront pas respectés.: [1331, 491, 1573, 526]
- separator: [68, 1079, 277, 1080]
- col1-heading-interview: Interview d'une rescapée: [112, 386, 233, 399]
- feuilleton-para: Ce soir-là, il était dans sa cuisine, en train de se préparer son dîner, un bon morceau qu'il avait acheté en passant chez le boucher du coin. Il n'avait plus que vingt-deux sous dans sa poche, et c'était tout ce qui lui restait jusqu'au samedi suivant.: [815, 1803, 1067, 1850]
- parlement-heading-interp: LES INTERPELLATIONS ET LES TRAVAUX EN COURS: [636, 229, 997, 246]
- col4-para: Les résultats de la Conférence de Gênes apparaissent d'une façon assez confuse. Les journaux ont été nombreux à en faire le bilan, et voici ce qu'ils en pensent.: [1081, 640, 1317, 675]
- page-label: Page 2: [45, 81, 84, 96]
- feuilleton-col-1: [52, 1547, 293, 2151]
- col2-para: A peine remis en liberté provisoire, M. Georges Anquetil, directeur du Grand-Guignol, a comparu devant la sixième chambre correctionnelle pour y répondre d'extorsion de fonds, tentative de chantage et d'outrages aux bonnes mœurs avec la complicité de certains de ses collaborateurs.: [309, 237, 551, 307]
